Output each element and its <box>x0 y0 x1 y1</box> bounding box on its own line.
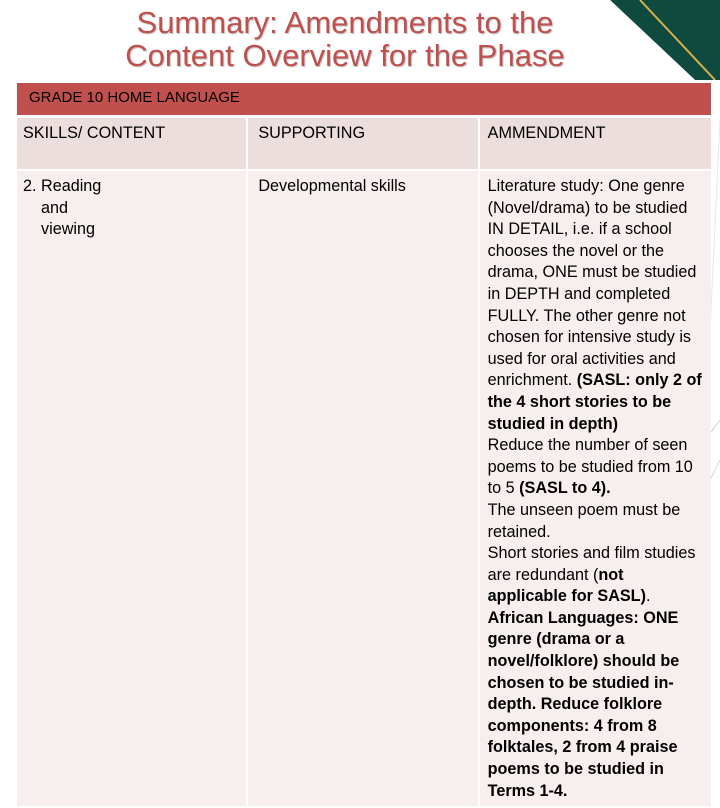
amendments-table <box>17 83 711 808</box>
amendment-sasl-poems: (SASL to 4). <box>519 479 611 498</box>
slide-title-line-1: Summary: Amendments to the <box>136 5 554 40</box>
amendment-seen-poems: Reduce the number of seen poems to be studied from 10 to 5 <box>487 436 693 498</box>
slide-title-line-2: Content Overview for the Phase <box>125 38 565 73</box>
cell-amendment <box>480 171 711 808</box>
amendment-african-languages: African Languages: ONE genre (drama or a novel/folklore) should be chosen to be studied in-depth. Reduce folklore components: 4 from 8 folktales, 2 from 4 praise poems to be studied in Terms 1-4. <box>487 608 680 800</box>
cell-supporting: Developmental skills <box>248 171 479 808</box>
header-supporting: SUPPORTING <box>248 118 479 171</box>
skill-line-1: 2. Reading <box>23 177 102 195</box>
table-header-row <box>17 118 711 171</box>
header-amendment: AMMENDMENT <box>480 118 711 171</box>
skill-line-3: viewing <box>41 220 95 239</box>
table-caption-row <box>17 83 711 118</box>
slide-title <box>0 6 690 72</box>
cell-skill <box>17 171 248 808</box>
table-caption: GRADE 10 HOME LANGUAGE <box>17 83 711 118</box>
amendment-literature-study: Literature study: One genre (Novel/drama) to be studied IN DETAIL, i.e. if a school chooses the novel or the drama, ONE must be studied in DEPTH and completed FULLY. The other genre not chosen for intensive study is used for oral activities and enrichment. <box>487 177 697 390</box>
amendment-sasl-short-stories: (SASL: only 2 of the 4 short stories to be studied in depth) <box>487 371 702 433</box>
amendment-short-stories-film: Short stories and film studies are redundant ( <box>487 544 696 584</box>
header-skills-content: SKILLS/ CONTENT <box>17 118 248 171</box>
amendment-period: . <box>645 587 651 606</box>
skill-line-2: and <box>41 198 69 217</box>
table-row <box>17 171 711 808</box>
amendment-unseen-poem: The unseen poem must be retained. <box>487 500 681 541</box>
amendment-not-applicable-sasl: not applicable for SASL) <box>487 565 646 606</box>
